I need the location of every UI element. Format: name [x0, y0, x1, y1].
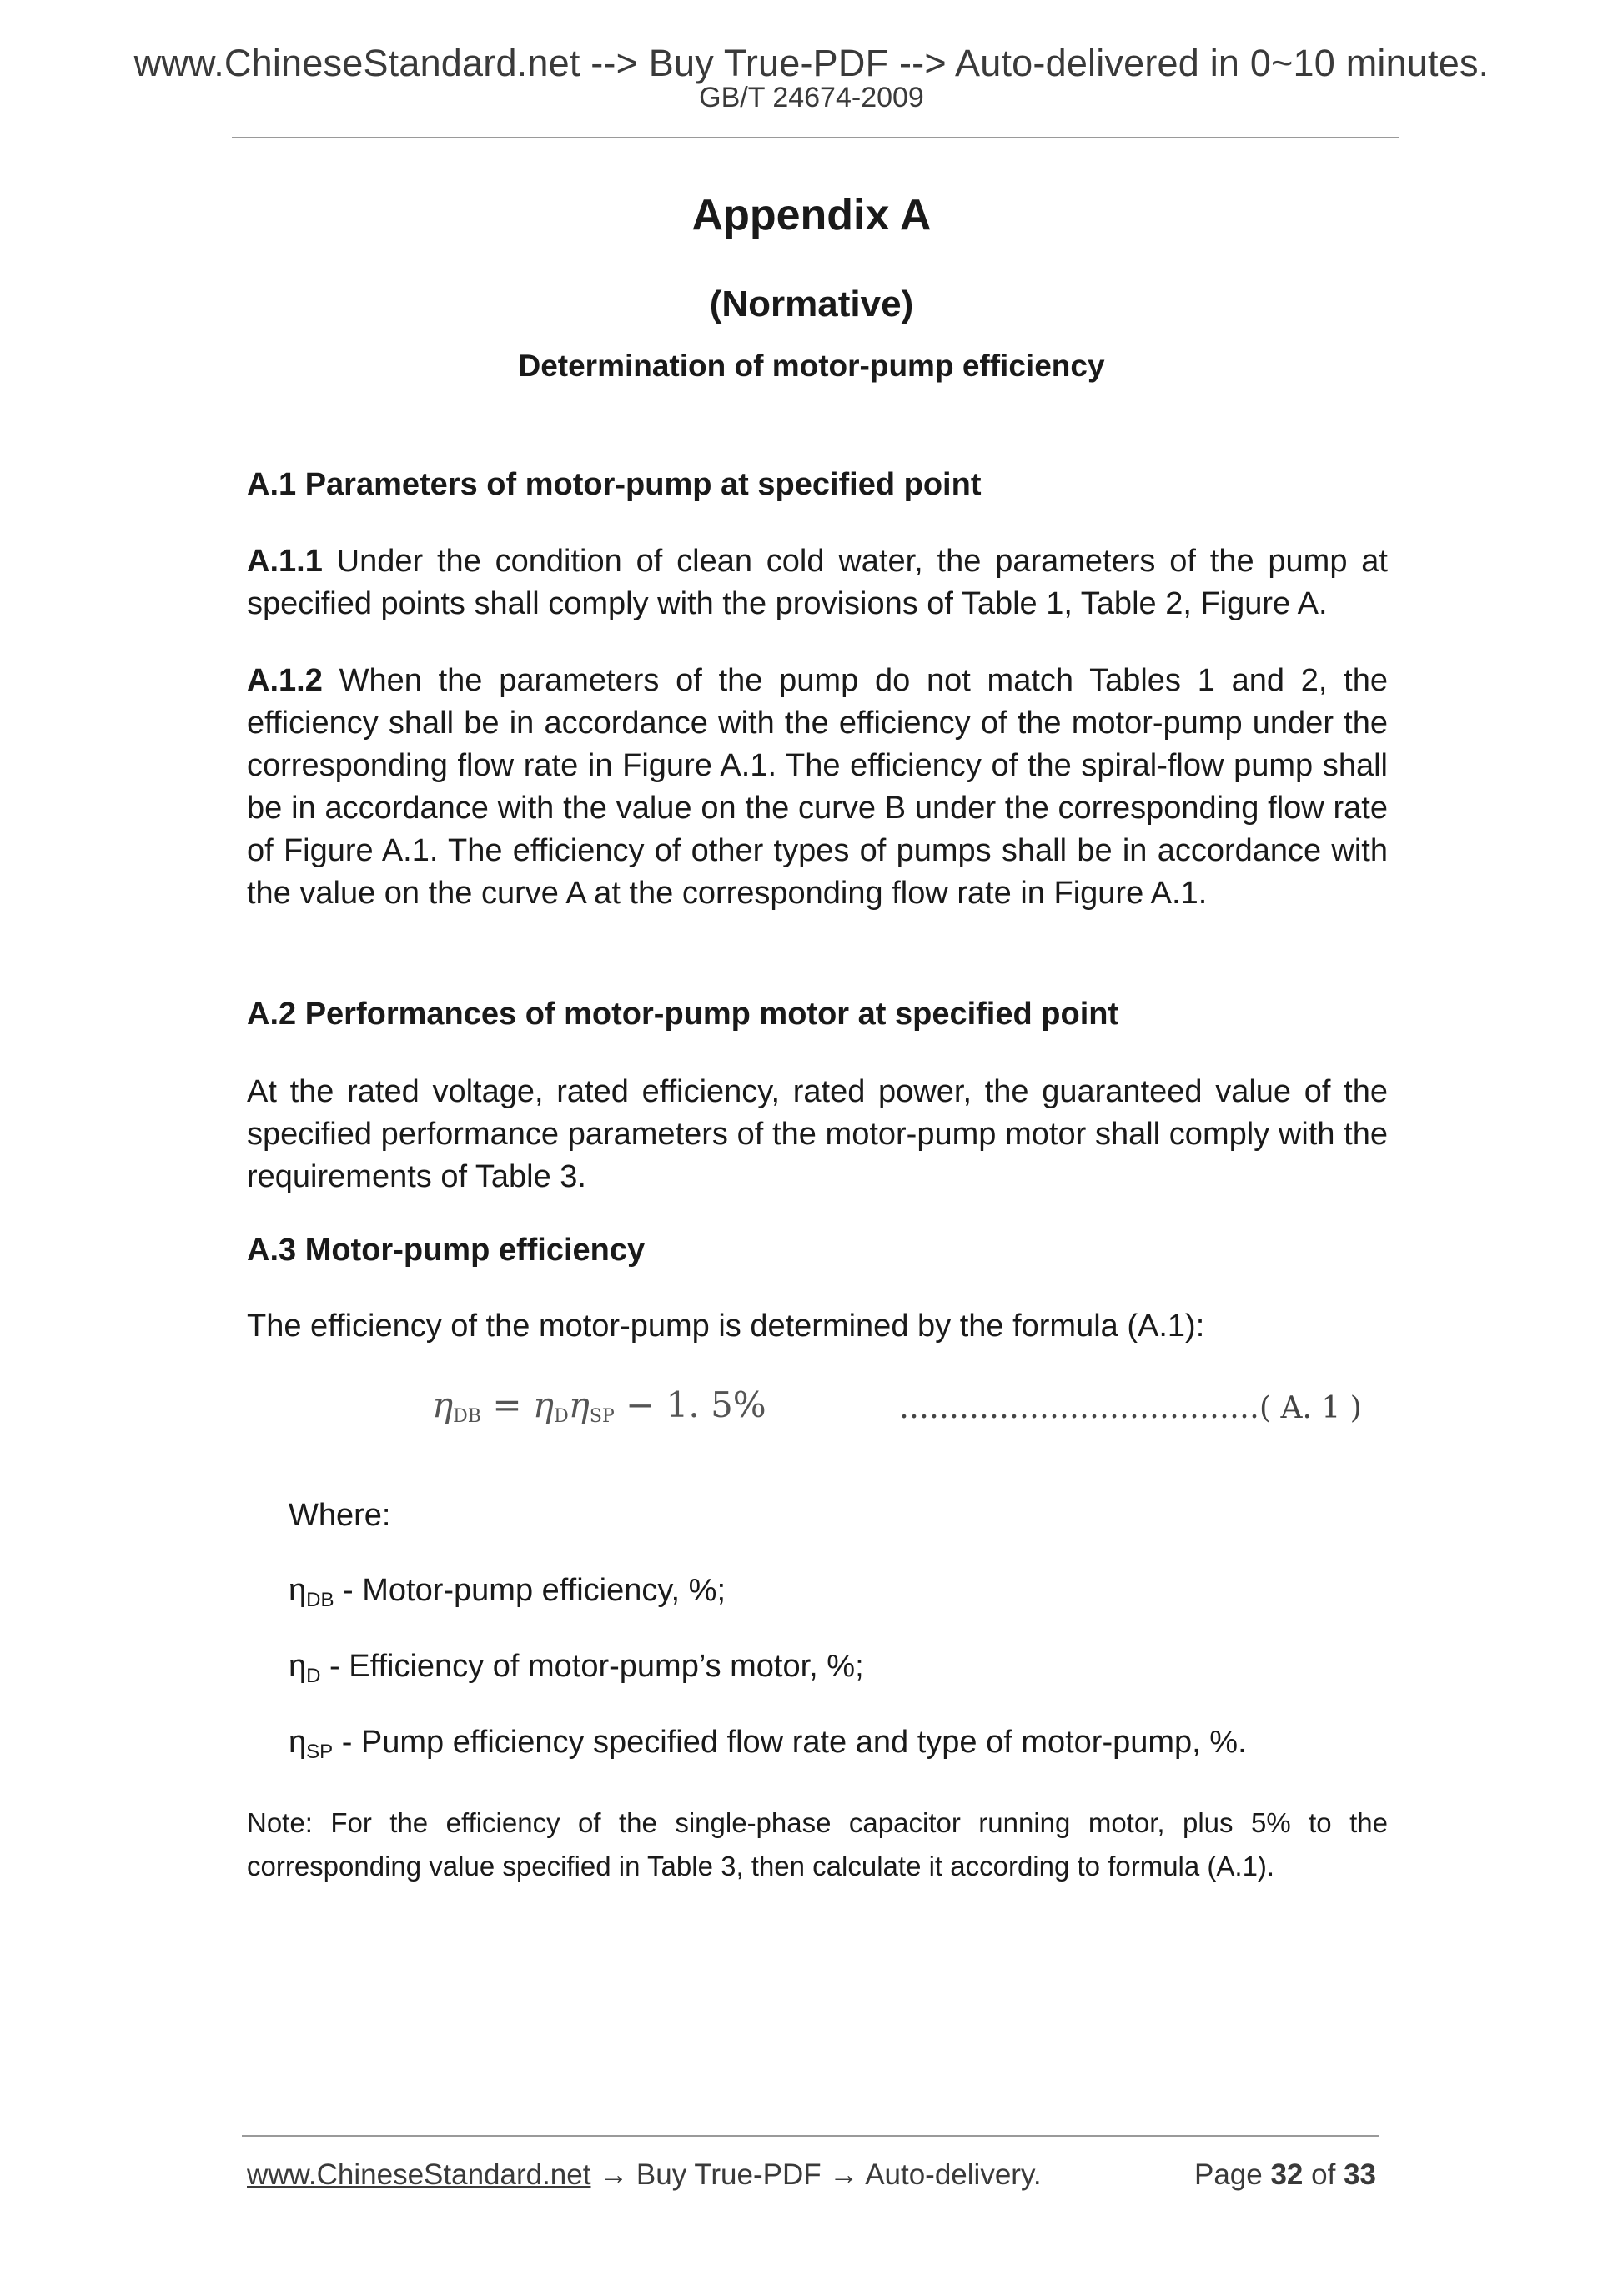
clause-a1-1 [247, 540, 1388, 625]
section-a2 [247, 993, 1388, 1036]
header-banner: www.ChineseStandard.net --> Buy True-PDF --> Auto-delivered in 0~10 minutes. [133, 42, 1490, 84]
page-current: 32 [1270, 2158, 1304, 2191]
footer-links: www.ChineseStandard.net → Buy True-PDF → Auto-delivery. [247, 2158, 1042, 2191]
section-a1 [247, 464, 1388, 506]
appendix-title: Appendix A [691, 191, 932, 239]
formula-a1: $\eta_{DB} = \eta_D\eta_{SP} - 1$. 5% [432, 1384, 766, 1427]
header-divider [232, 137, 1399, 138]
definition-item: ηSP - Pump efficiency specified flow rate and type of motor-pump, %. [289, 1725, 1247, 1763]
footer-divider [242, 2135, 1379, 2137]
definition-item: ηDB - Motor-pump efficiency, %; [289, 1573, 726, 1611]
section-a1-heading: A.1 Parameters of motor-pump at specified point [247, 467, 982, 502]
section-a3 [247, 1229, 1388, 1272]
section-a3-heading: A.3 Motor-pump efficiency [247, 1233, 646, 1268]
note: Note: For the efficiency of the single-phase capacitor running motor, plus 5% to the corresponding value specified in Table 3, then calculate it according to formula (A.1). [247, 1807, 1388, 1882]
clause-number: A.1.1 [247, 544, 323, 579]
clause-number: A.1.2 [247, 663, 323, 698]
clause-a1-2 [247, 660, 1388, 915]
section-a2-heading: A.2 Performances of motor-pump motor at specified point [247, 997, 1119, 1032]
section-a3-text: The efficiency of the motor-pump is determined by the formula (A.1): [247, 1309, 1205, 1344]
section-a2-text: At the rated voltage, rated efficiency, rated power, the guaranteed value of the specified performance parameters of the motor-pump motor shall comply with the requirements of Table 3. [247, 1074, 1388, 1194]
clause-text: When the parameters of the pump do not match Tables 1 and 2, the efficiency shall be in accordance with the efficiency of the motor-pump under the corresponding flow rate in Figure A.1. The efficiency of the spiral-flow pump shall be in accordance with the value on the curve B under the corresponding flow rate of Figure A.1. The efficiency of other types of pumps shall be in accordance with the value on the curve A at the corresponding flow rate in Figure A.1. [247, 663, 1389, 911]
where-label: Where: [289, 1498, 391, 1533]
footer-buy-link: Buy True-PDF [636, 2158, 822, 2191]
page-indicator: Page 32 of 33 [1193, 2158, 1376, 2191]
appendix-subtitle: Determination of motor-pump efficiency [518, 349, 1105, 383]
page-total: 33 [1344, 2158, 1376, 2191]
appendix-type: (Normative) [709, 284, 914, 324]
section-a3-body [247, 1305, 1388, 1348]
clause-text: Under the condition of clean cold water, the parameters of the pump at specified points shall comply with the provisions of Table 1, Table 2, Figure A. [247, 544, 1388, 621]
formula-label: ………………………………( A. 1 ) [899, 1391, 1362, 1425]
standard-number: GB/T 24674-2009 [699, 82, 924, 113]
footer-site-link[interactable]: www.ChineseStandard.net [247, 2158, 591, 2191]
definition-item: ηD - Efficiency of motor-pump’s motor, %; [289, 1649, 864, 1687]
section-a2-body [247, 1071, 1388, 1198]
